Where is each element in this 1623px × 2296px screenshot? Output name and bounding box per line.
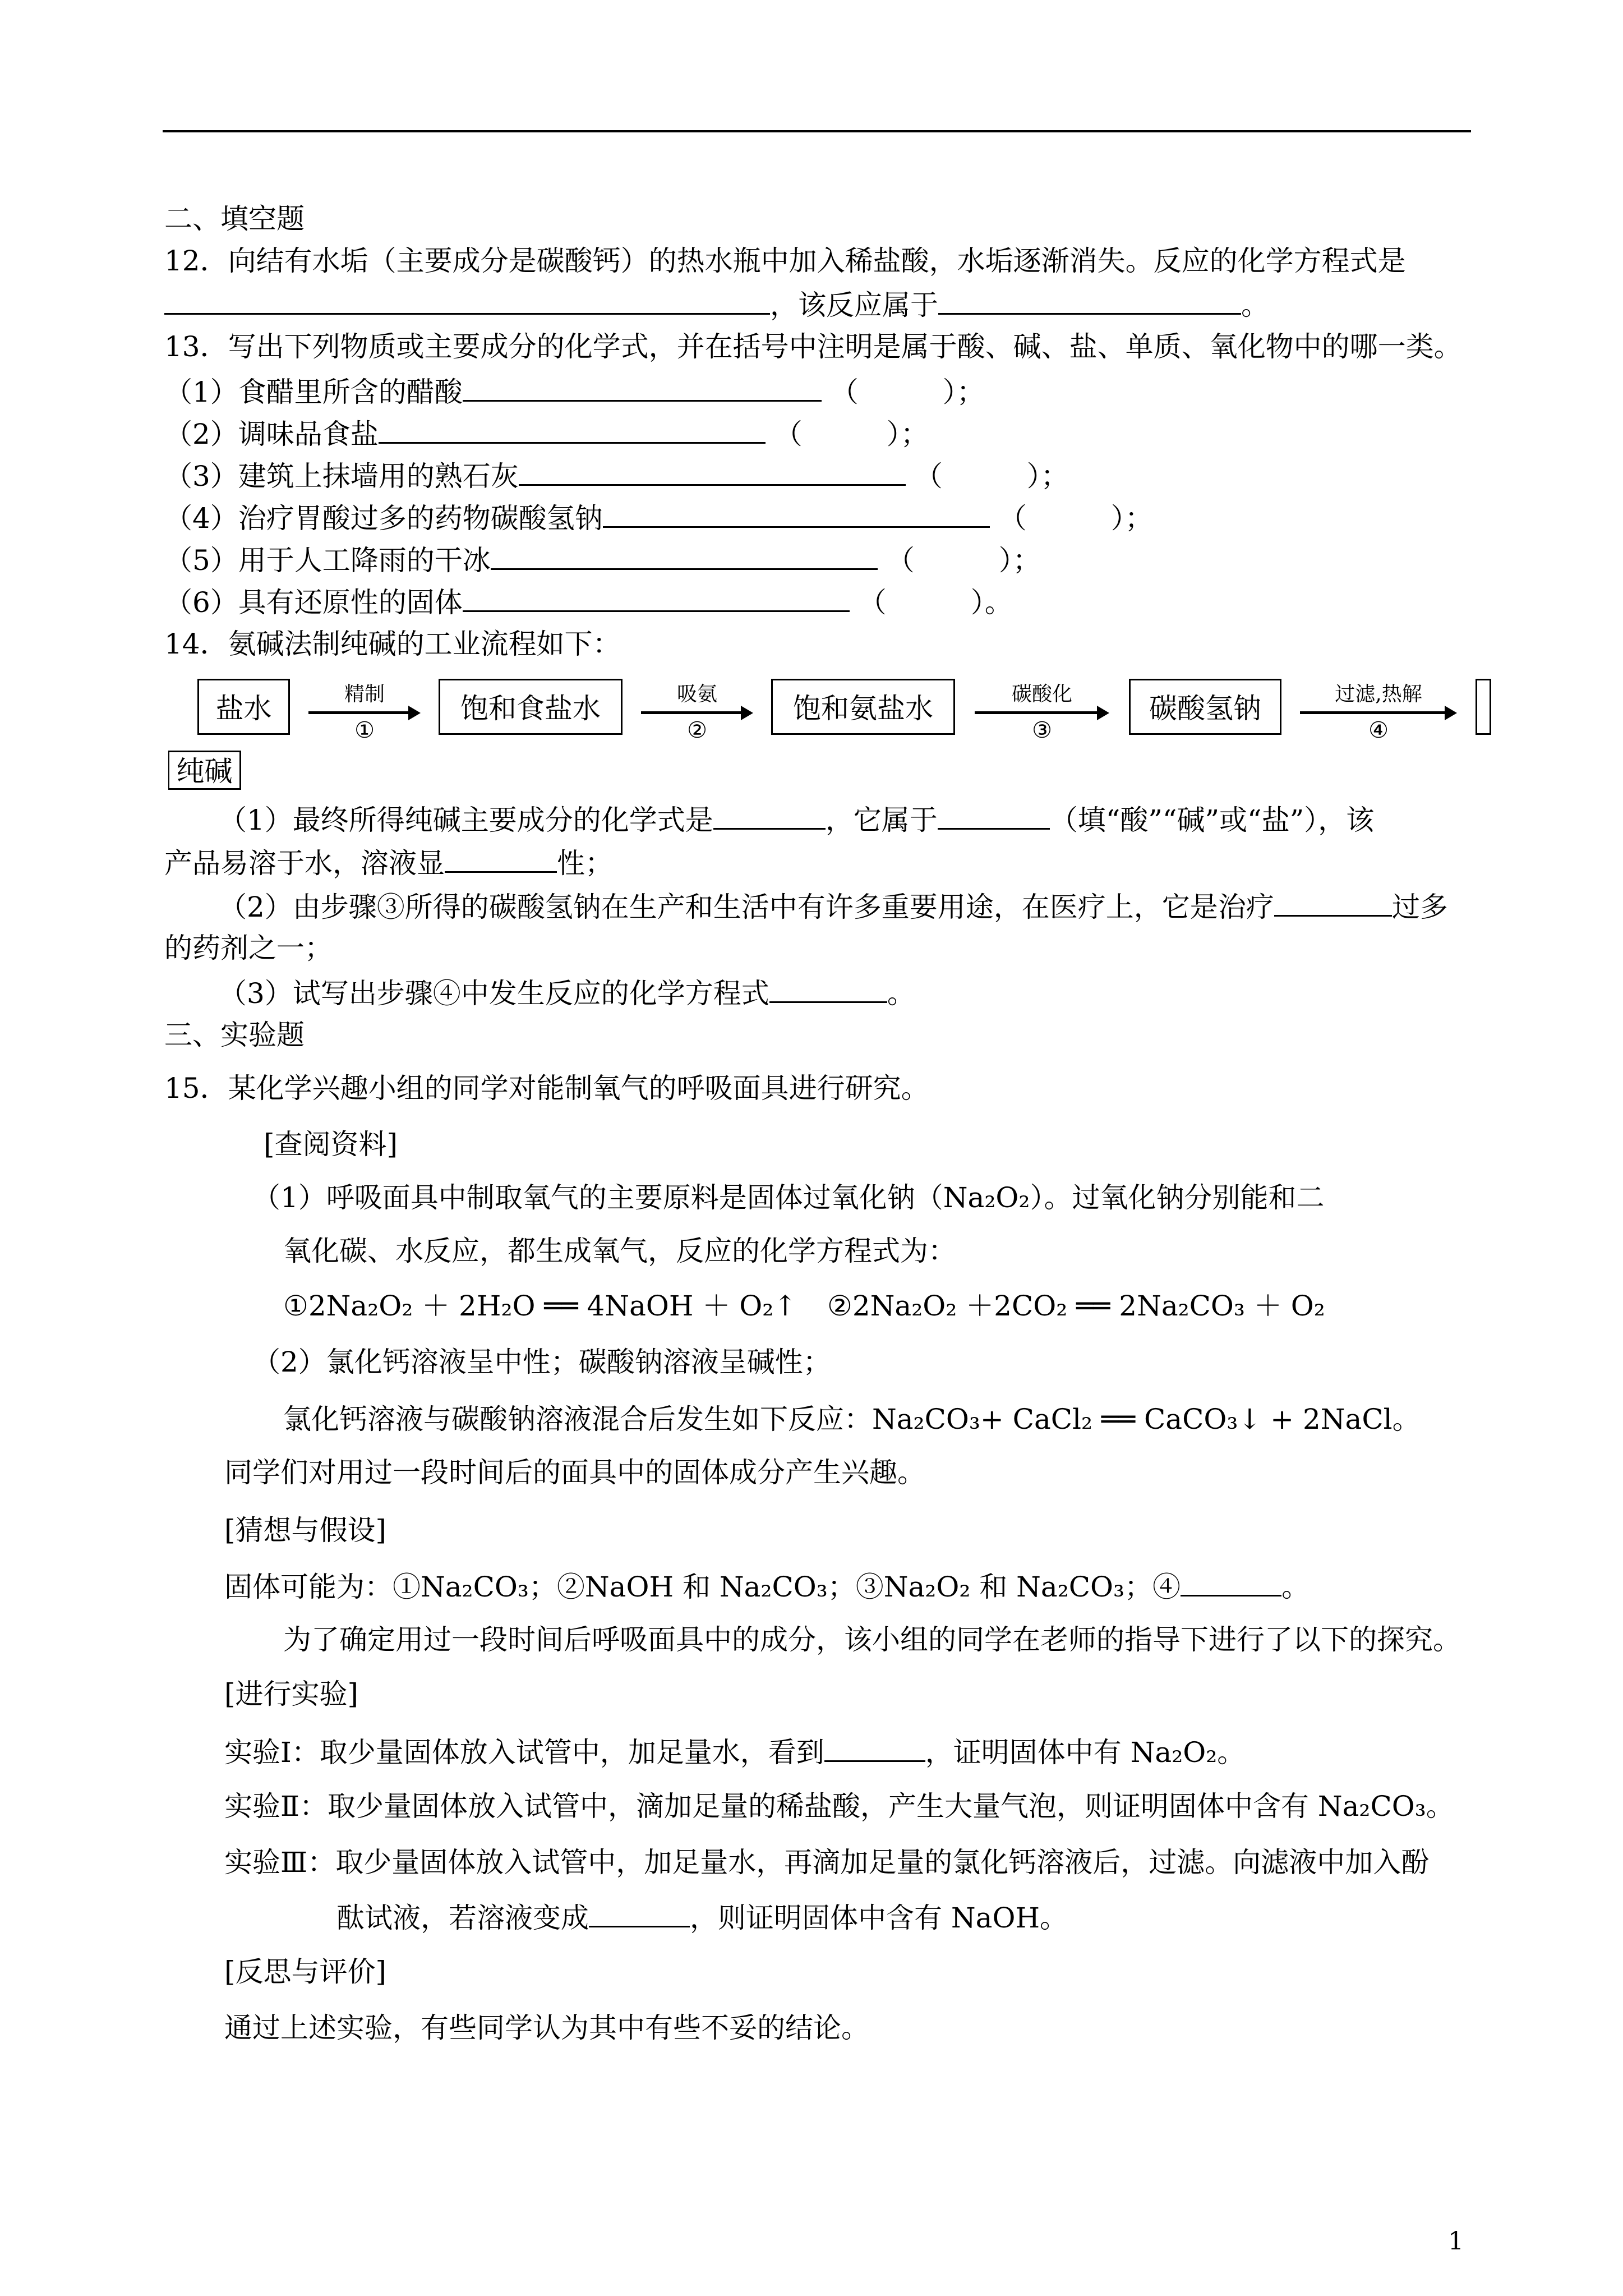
q12-stem: 12．向结有水垢（主要成分是碳酸钙）的热水瓶中加入稀盐酸，水垢逐渐消失。反应的化学方程式是 [164,245,1406,277]
ref-title: [查阅资料] [264,1128,398,1161]
experiment-3-blank[interactable] [589,1899,690,1927]
flow-box-cutoff [1476,679,1491,735]
q13-item-2: （2）调味品食盐 （ ）； [164,415,929,451]
q14-part2-line2: 的药剂之一； [164,932,333,964]
flow-box-saturated-brine: 饱和食盐水 [439,679,623,735]
ref-1-line1: （1）呼吸面具中制取氧气的主要原料是固体过氧化钠（Na₂O₂）。过氧化钠分别能和二 [252,1181,1325,1214]
q12-blank-equation[interactable] [164,286,770,315]
q14-blank-property[interactable] [445,844,557,873]
q13-item-1: （1）食醋里所含的醋酸 （ ）； [164,373,985,409]
q14-stem: 14．氨碱法制纯碱的工业流程如下： [164,628,621,660]
q14-blank-use[interactable] [1274,888,1392,917]
experiment-2: 实验Ⅱ：取少量固体放入试管中，滴加足量的稀盐酸，产生大量气泡，则证明固体中含有 Na₂CO₃。 [224,1790,1454,1823]
hypothesis-blank[interactable] [1181,1568,1281,1596]
q14-part2-line1: （2）由步骤③所得的碳酸氢钠在生产和生活中有许多重要用途，在医疗上，它是治疗 过多 [219,888,1448,924]
equation-2: ②2Na₂O₂ ＋2CO₂ ══ 2Na₂CO₃ ＋ O₂ [827,1290,1325,1322]
q14-part3: （3）试写出步骤④中发生反应的化学方程式 。 [219,974,915,1010]
q13-blank-6[interactable] [463,583,850,612]
flow-arrow-4: 过滤,热解 ④ [1300,683,1457,745]
experiment-1: 实验Ⅰ：取少量固体放入试管中，加足量水，看到 ，证明固体中有 Na₂O₂。 [224,1733,1245,1769]
experiment-1-blank[interactable] [824,1733,925,1762]
q12-mid-text: ，该反应属于 [770,289,938,321]
experiment-3-line2: 酞试液，若溶液变成 ，则证明固体中含有 NaOH。 [336,1899,1068,1935]
flow-arrow-3: 碳酸化 ③ [975,683,1109,745]
ref-1-line2: 氧化碳、水反应，都生成氧气，反应的化学方程式为： [283,1235,956,1267]
q14-part1-line1: （1）最终所得纯碱主要成分的化学式是 ，它属于 （填“酸”“碱”或“盐”），该 [219,801,1374,837]
flow-arrow-2: 吸氨 ② [641,683,753,745]
section-heading-experiment: 三、实验题 [164,1019,305,1051]
q13-blank-3[interactable] [519,457,906,486]
equation-1: ①2Na₂O₂ ＋ 2H₂O ══ 4NaOH ＋ O₂↑ [283,1290,797,1322]
q14-blank-equation[interactable] [769,974,887,1003]
interest-text: 同学们对用过一段时间后的面具中的固体成分产生兴趣。 [224,1456,925,1489]
q14-blank-class[interactable] [938,801,1050,830]
q12-blank-type[interactable] [938,286,1241,315]
flow-box-soda-ash: 纯碱 [168,751,241,790]
experiment-title: [进行实验] [224,1678,359,1710]
header-rule [163,130,1471,132]
experiment-3-line1: 实验Ⅲ：取少量固体放入试管中，加足量水，再滴加足量的氯化钙溶液后，过滤。向滤液中加入酚 [224,1846,1430,1879]
hypothesis-title: [猜想与假设] [224,1514,387,1547]
flow-arrow-1: 精制 ① [308,683,421,745]
section-heading-fill-in: 二、填空题 [164,203,305,235]
ref-2-line2: 氯化钙溶液与碳酸钠溶液混合后发生如下反应：Na₂CO₃+ CaCl₂ ══ CaCO₃↓ + 2NaCl。 [283,1403,1421,1435]
q14-blank-formula[interactable] [713,801,826,830]
q13-item-3: （3）建筑上抹墙用的熟石灰 （ ）； [164,457,1069,493]
hypothesis-text: 固体可能为：①Na₂CO₃；②NaOH 和 Na₂CO₃；③Na₂O₂ 和 Na₂CO₃；④ 。 [224,1568,1310,1604]
q13-item-6: （6）具有还原性的固体 （ ）。 [164,583,1013,619]
q12-answer-line [164,286,1269,322]
flow-box-brine: 盐水 [197,679,290,735]
reflection-title: [反思与评价] [224,1955,387,1988]
q13-blank-1[interactable] [463,373,822,402]
q12-end: 。 [1241,289,1269,321]
flow-box-sodium-bicarbonate: 碳酸氢钠 [1129,679,1281,735]
ref-2-line1: （2）氯化钙溶液呈中性；碳酸钠溶液呈碱性； [252,1346,831,1378]
q13-item-5: （5）用于人工降雨的干冰 （ ）； [164,541,1041,577]
q13-stem: 13．写出下列物质或主要成分的化学式，并在括号中注明是属于酸、碱、盐、单质、氧化物中的哪一类。 [164,330,1462,363]
q15-stem: 15．某化学兴趣小组的同学对能制氧气的呼吸面具进行研究。 [164,1072,929,1105]
reflection-text: 通过上述实验，有些同学认为其中有些不妥的结论。 [224,2012,869,2044]
q13-blank-4[interactable] [603,499,990,528]
flow-box-ammoniated-brine: 饱和氨盐水 [771,679,955,735]
q13-blank-5[interactable] [491,541,878,570]
q13-item-4: （4）治疗胃酸过多的药物碳酸氢钠 （ ）； [164,499,1153,535]
q14-part1-line2: 产品易溶于水，溶液显 性； [164,844,613,880]
q13-blank-2[interactable] [379,415,766,444]
page-number: 1 [1448,2227,1464,2256]
investigation-intro: 为了确定用过一段时间后呼吸面具中的成分，该小组的同学在老师的指导下进行了以下的探究。 [283,1623,1461,1656]
